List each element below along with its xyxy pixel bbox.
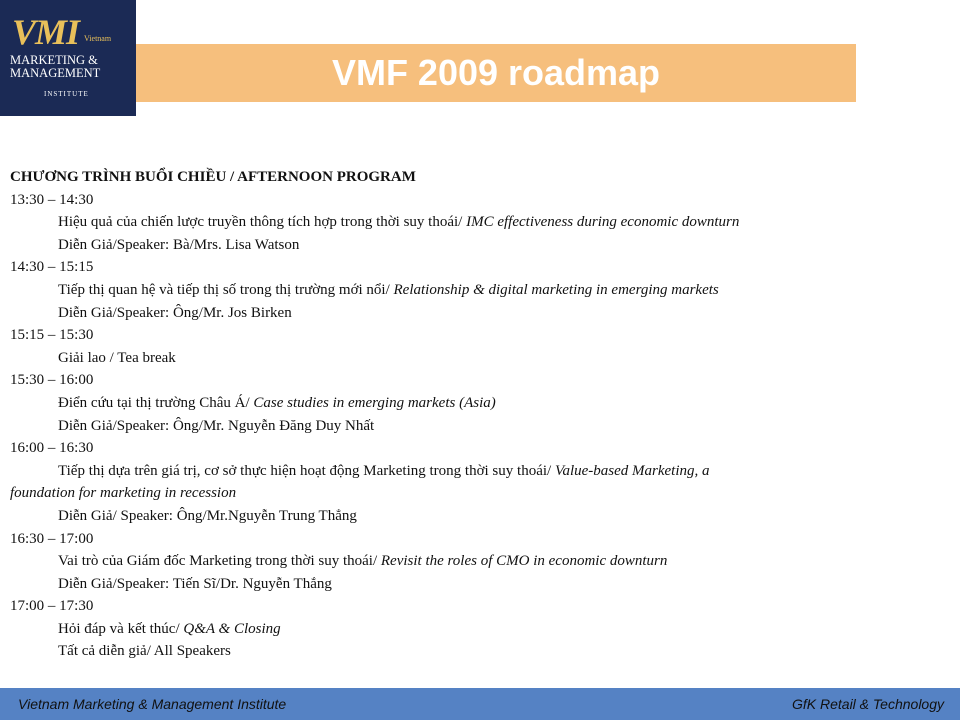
- topic-en: Q&A & Closing: [179, 620, 281, 637]
- topic-en-continued: foundation for marketing in recession: [10, 485, 237, 502]
- session-time: 14:30 – 15:15: [10, 259, 94, 276]
- session-speaker: Diễn Giả/Speaker: Tiến Sĩ/Dr. Nguyễn Thắng: [58, 575, 332, 592]
- session-topic: [10, 211, 950, 234]
- session-time: 15:30 – 16:00: [10, 372, 94, 389]
- topic-vi: Tiếp thị quan hệ và tiếp thị số trong thị trường mới nổi/: [58, 281, 390, 298]
- session-speaker: Tất cả diễn giả/ All Speakers: [58, 643, 231, 660]
- session-speaker: Diễn Giả/Speaker: Ông/Mr. Nguyễn Đăng Duy Nhất: [58, 417, 375, 434]
- topic-vi: Tiếp thị dựa trên giá trị, cơ sở thực hiện hoạt động Marketing trong thời suy thoái/: [58, 462, 552, 479]
- session-time: 13:30 – 14:30: [10, 191, 94, 208]
- session-time: 16:30 – 17:00: [10, 530, 94, 547]
- program-content: [10, 166, 950, 663]
- slide-title: VMF 2009 roadmap: [331, 52, 661, 93]
- session-topic: [10, 618, 950, 641]
- logo-mark: VMI: [12, 12, 80, 52]
- session-topic: Giải lao / Tea break: [58, 349, 176, 366]
- topic-en: Value-based Marketing, a: [551, 462, 710, 479]
- session-time: 15:15 – 15:30: [10, 327, 94, 344]
- session-topic: [10, 279, 950, 302]
- vmi-logo: [0, 0, 136, 116]
- logo-line1: MARKETING &: [10, 53, 98, 67]
- topic-en: Revisit the roles of CMO in economic downturn: [377, 553, 668, 570]
- program-heading: CHƯƠNG TRÌNH BUỔI CHIỀU / AFTERNOON PROGRAM: [10, 169, 416, 185]
- footer-right-text: GfK Retail & Technology: [791, 696, 944, 712]
- session-time: 17:00 – 17:30: [10, 598, 94, 615]
- footer-left-text: Vietnam Marketing & Management Institute: [18, 696, 287, 712]
- session-speaker: Diễn Giả/Speaker: Ông/Mr. Jos Birken: [58, 304, 292, 321]
- session-topic: [10, 550, 950, 573]
- title-banner: [136, 44, 856, 102]
- topic-vi: Hỏi đáp và kết thúc/: [58, 620, 180, 637]
- topic-en: IMC effectiveness during economic downturn: [462, 214, 740, 231]
- footer-bar: [0, 688, 960, 720]
- session-speaker: Diễn Giả/ Speaker: Ông/Mr.Nguyễn Trung Thẳng: [58, 507, 357, 524]
- logo-line2: MANAGEMENT: [10, 66, 101, 80]
- topic-vi: Điển cứu tại thị trường Châu Á/: [58, 394, 250, 411]
- topic-en: Case studies in emerging markets (Asia): [249, 394, 496, 411]
- topic-vi: Hiệu quả của chiến lược truyền thông tích hợp trong thời suy thoái/: [58, 214, 463, 231]
- topic-vi: Vai trò của Giám đốc Marketing trong thời suy thoái/: [58, 553, 378, 570]
- session-speaker: Diễn Giả/Speaker: Bà/Mrs. Lisa Watson: [58, 236, 300, 253]
- logo-institute: INSTITUTE: [44, 90, 89, 98]
- session-topic-continued: [10, 482, 950, 505]
- logo-country: Vietnam: [84, 34, 112, 43]
- topic-en: Relationship & digital marketing in emerging markets: [389, 281, 719, 298]
- session-topic: [10, 392, 950, 415]
- session-time: 16:00 – 16:30: [10, 440, 94, 457]
- session-topic: [10, 460, 950, 483]
